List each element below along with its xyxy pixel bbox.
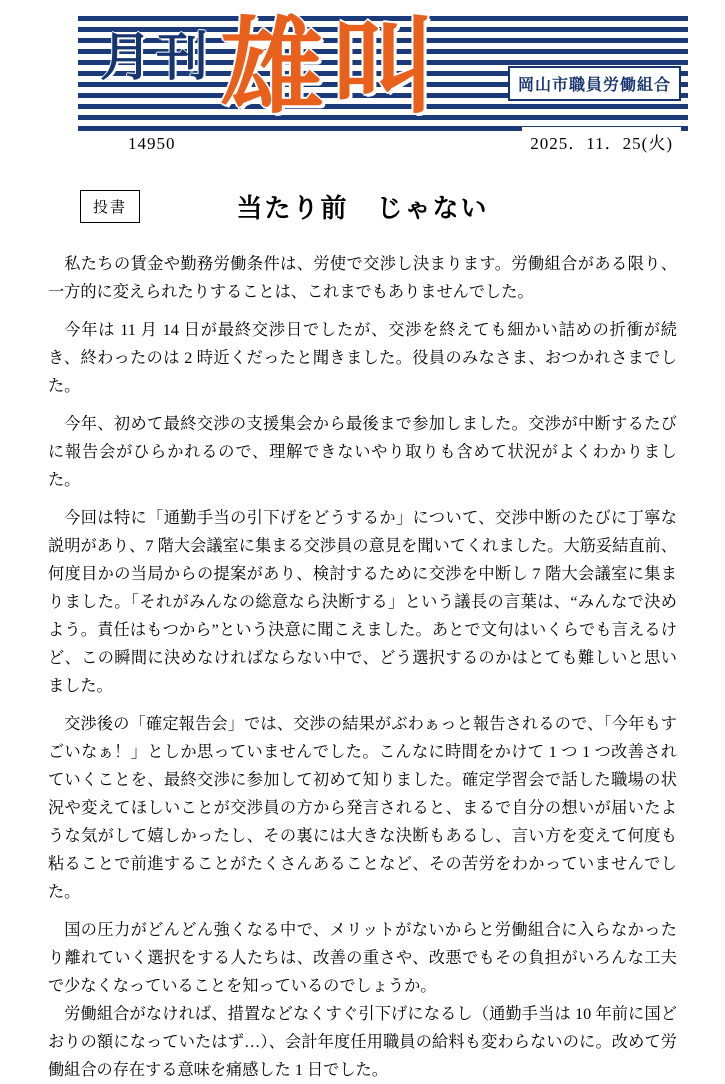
article-paragraph: 今回は特に「通勤手当の引下げをどうするか」について、交渉中断のたびに丁寧な説明があり、7 階大会議室に集まる交渉員の意見を聞いてくれました。大筋妥結直前、何度目かの当局からの提案があり、検討するために交渉を中断し 7 階大会議室に集まりました。「それがみんなの総意なら決断する」という議長の言葉は、“みんなで決めよう。責任はもつから”という決意に聞こえました。あとで文句はいくらでも言えるけど、この瞬間に決めなければならない中で、どう選択するのかはとても難しいと思いました。 <box>48 509 677 695</box>
issue-date: 2025．11．25(火) <box>522 127 681 156</box>
article-paragraph: 私たちの賃金や勤務労働条件は、労使で交渉し決まります。労働組合がある限り、一方的に変えられたりすることは、これまでもありませんでした。 <box>48 255 677 301</box>
article-paragraph: 交渉後の「確定報告会」では、交渉の結果がぶわぁっと報告されるので、「今年もすごいなぁ！」としか思っていませんでした。こんなに時間をかけて 1 つ 1 つ改善されていくことを、最終交渉に参加して初めて知りました。確定学習会で話した職場の状況や変えてほしいことが交渉員の方から発言されると、まるで自分の想いが届いたような気がして嬉しかったし、その裏には大きな決断もあるし、言い方を変えて何度も粘ることで前進することがたくさんあることなど、その苦労をわかっていませんでした。 <box>48 715 677 901</box>
masthead-title-prefix: 月刊 <box>100 27 213 88</box>
issue-number: 14950 <box>118 132 186 156</box>
article-paragraph: 今年は 11 月 14 日が最終交渉日でしたが、交渉を終えても細かい詰めの折衝が続き、終わったのは 2 時近くだったと聞きました。役員のみなさま、おつかれさまでした。 <box>48 321 677 395</box>
article-paragraph: 今年、初めて最終交渉の支援集会から最後まで参加しました。交渉が中断するたびに報告会がひらかれるので、理解できないやり取りも含めて状況がよくわかりました。 <box>48 415 677 489</box>
page-title: 当たり前 じゃない <box>236 194 489 223</box>
article-kicker: 投書 <box>80 190 140 223</box>
article-body <box>48 250 677 1084</box>
union-name-label: 岡山市職員労働組合 <box>508 66 681 101</box>
masthead <box>40 5 685 153</box>
masthead-title-main: 雄叫 <box>220 5 445 128</box>
article-paragraph: 労働組合がなければ、措置などなくすぐ引下げになるし（通勤手当は 10 年前に国どおりの額になっていたはず…）、会計年度任用職員の給料も変わらないのに。改めて労働組合の存在する意味を痛感した 1 日でした。 <box>48 1005 677 1079</box>
article-paragraph: 国の圧力がどんどん強くなる中で、メリットがないからと労働組合に入らなかったり離れていく選択をする人たちは、改善の重さや、改悪でもその負担がいろんな工夫で少なくなっていることを知っているのでしょうか。 <box>48 921 677 995</box>
article-header <box>40 190 685 232</box>
